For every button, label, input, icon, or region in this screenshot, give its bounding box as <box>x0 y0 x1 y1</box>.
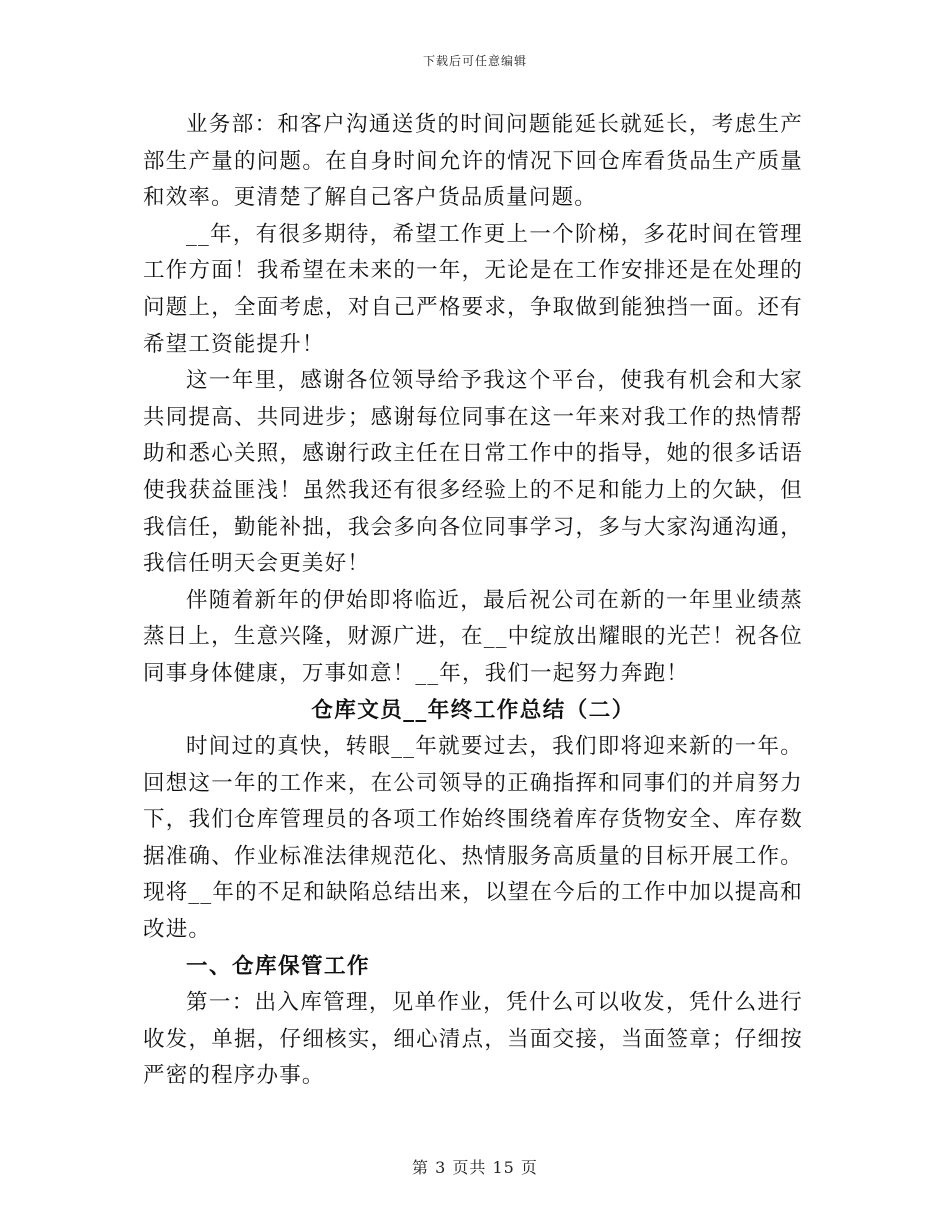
page-number: 第 3 页共 15 页 <box>412 1158 538 1177</box>
paragraph-intro: 时间过的真快，转眼__年就要过去，我们即将迎来新的一年。回想这一年的工作来，在公司领导的正确指挥和同事们的并肩努力下，我们仓库管理员的各项工作始终围绕着库存货物安全、库存数据准确、作业标准法律规范化、热情服务高质量的目标开展工作。现将__年的不足和缺陷总结出来，以望在今后的工作中加以提高和改进。 <box>143 734 803 943</box>
document-body <box>143 107 803 1095</box>
paragraph-inbound-outbound: 第一：出入库管理，见单作业，凭什么可以收发，凭什么进行收发，单据，仔细核实，细心清点，当面交接，当面签章；仔细按严密的程序办事。 <box>143 990 803 1089</box>
paragraph-thanks: 这一年里，感谢各位领导给予我这个平台，使我有机会和大家共同提高、共同进步；感谢每位同事在这一年来对我工作的热情帮助和悉心关照，感谢行政主任在日常工作中的指导，她的很多话语使我获益匪浅！虽然我还有很多经验上的不足和能力上的欠缺，但我信任，勤能补拙，我会多向各位同事学习，多与大家沟通沟通，我信任明天会更美好！ <box>143 368 803 577</box>
section-title: 仓库文员__年终工作总结（二） <box>311 697 635 723</box>
paragraph-business-dept: 业务部：和客户沟通送货的时间问题能延长就延长，考虑生产部生产量的问题。在自身时间允许的情况下回仓库看货品生产质量和效率。更清楚了解自己客户货品质量问题。 <box>143 112 803 211</box>
paragraph-expectations: __年，有很多期待，希望工作更上一个阶梯，多花时间在管理工作方面！我希望在未来的一年，无论是在工作安排还是在处理的问题上，全面考虑，对自己严格要求，争取做到能独挡一面。还有希望工资能提升！ <box>143 221 803 357</box>
subheading-warehouse-custody: 一、仓库保管工作 <box>186 953 371 979</box>
header-note: 下载后可任意编辑 <box>422 54 527 68</box>
paragraph-new-year-wishes: 伴随着新年的伊始即将临近，最后祝公司在新的一年里业绩蒸蒸日上，生意兴隆，财源广进，在__中绽放出耀眼的光芒！祝各位同事身体健康，万事如意！__年，我们一起努力奔跑！ <box>143 587 803 686</box>
